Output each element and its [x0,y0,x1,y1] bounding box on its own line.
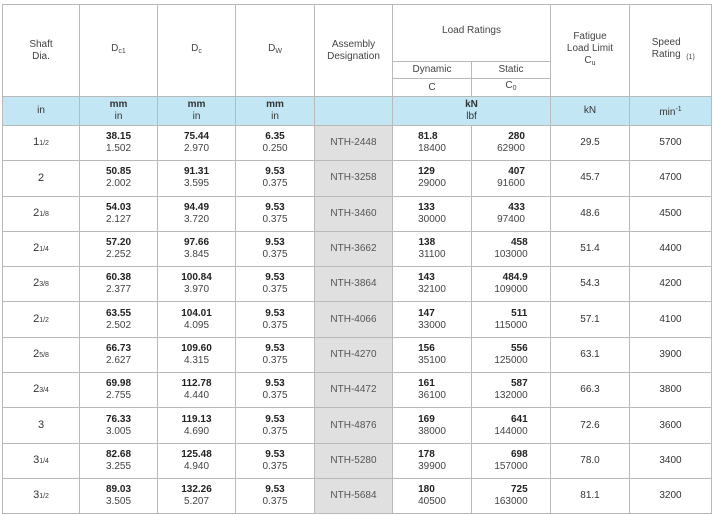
static-load-cell: 641 144000 [472,408,551,443]
assembly-cell: NTH-5684 [315,478,393,513]
table-row [3,373,712,408]
dc1-cell: 63.55 2.502 [80,302,158,337]
dw-cell: 9.53 0.375 [236,478,315,513]
static-load-cell: 725 163000 [472,478,551,513]
assembly-cell: NTH-4066 [315,302,393,337]
dc1-cell: 60.38 2.377 [80,267,158,302]
dynamic-load-cell: 138 31100 [393,231,472,266]
dynamic-load-cell: 81.8 18400 [393,126,472,161]
fatigue-cell: 72.6 [551,408,630,443]
dc-cell: 125.48 4.940 [158,443,236,478]
header-static-symbol: $C_0$ [472,79,551,97]
dynamic-load-cell: 147 33000 [393,302,472,337]
speed-cell: 4400 [630,231,712,266]
static-load-cell: 511 115000 [472,302,551,337]
shaft-dia-cell: 21/4 [3,231,80,266]
speed-cell: 3400 [630,443,712,478]
table-row [3,126,712,161]
header-dc1: $D_{c1}$ [80,5,158,97]
fatigue-cell: 51.4 [551,231,630,266]
speed-cell: 3200 [630,478,712,513]
speed-cell: 5700 [630,126,712,161]
table-row [3,302,712,337]
shaft-dia-cell: 3 [3,408,80,443]
static-load-cell: 587 132000 [472,373,551,408]
fatigue-cell: 57.1 [551,302,630,337]
static-load-cell: 458 103000 [472,231,551,266]
dc1-cell: 57.20 2.252 [80,231,158,266]
dc1-cell: 54.03 2.127 [80,196,158,231]
fatigue-cell: 29.5 [551,126,630,161]
fatigue-cell: 78.0 [551,443,630,478]
header-dc: $D_c$ [158,5,236,97]
dynamic-load-cell: 133 30000 [393,196,472,231]
static-load-cell: 484.9 109000 [472,267,551,302]
dc-cell: 97.66 3.845 [158,231,236,266]
static-load-cell: 280 62900 [472,126,551,161]
dw-cell: 9.53 0.375 [236,408,315,443]
table-row [3,408,712,443]
dc-cell: 75.44 2.970 [158,126,236,161]
header-dynamic-symbol: C [393,79,472,97]
unit-dc1: mm in [80,97,158,126]
dynamic-load-cell: 129 29000 [393,161,472,196]
unit-load: kN lbf [393,97,551,126]
dw-cell: 9.53 0.375 [236,302,315,337]
unit-fatigue: kN [551,97,630,126]
fatigue-cell: 63.1 [551,337,630,372]
static-load-cell: 433 97400 [472,196,551,231]
dc-cell: 119.13 4.690 [158,408,236,443]
dc-cell: 94.49 3.720 [158,196,236,231]
fatigue-cell: 45.7 [551,161,630,196]
dc-cell: 104.01 4.095 [158,302,236,337]
speed-cell: 3600 [630,408,712,443]
assembly-cell: NTH-4876 [315,408,393,443]
speed-cell: 4200 [630,267,712,302]
assembly-cell: NTH-3864 [315,267,393,302]
unit-speed: $\min^{-1}$ [630,97,712,126]
header-shaft-dia: Shaft Dia. [3,5,80,97]
dc1-cell: 38.15 1.502 [80,126,158,161]
header-dw: $D_W$ [236,5,315,97]
static-load-cell: 556 125000 [472,337,551,372]
dc-cell: 100.84 3.970 [158,267,236,302]
header-fatigue: Fatigue Load Limit $C_u$ [551,5,630,97]
unit-dw: mm in [236,97,315,126]
shaft-dia-cell: 25/8 [3,337,80,372]
dc1-cell: 89.03 3.505 [80,478,158,513]
dw-cell: 9.53 0.375 [236,443,315,478]
header-speed: Speed Rating $_{(1)}$ [630,5,712,97]
bearing-spec-table [2,4,712,514]
static-load-cell: 407 91600 [472,161,551,196]
assembly-cell: NTH-3662 [315,231,393,266]
shaft-dia-cell: 21/8 [3,196,80,231]
dw-cell: 9.53 0.375 [236,231,315,266]
static-load-cell: 698 157000 [472,443,551,478]
dw-cell: 9.53 0.375 [236,373,315,408]
dc1-cell: 82.68 3.255 [80,443,158,478]
dc-cell: 109.60 4.315 [158,337,236,372]
speed-cell: 4100 [630,302,712,337]
speed-cell: 3800 [630,373,712,408]
dynamic-load-cell: 161 36100 [393,373,472,408]
dw-cell: 9.53 0.375 [236,267,315,302]
dw-cell: 9.53 0.375 [236,337,315,372]
assembly-cell: NTH-4472 [315,373,393,408]
dc1-cell: 69.98 2.755 [80,373,158,408]
speed-cell: 4700 [630,161,712,196]
shaft-dia-cell: 21/2 [3,302,80,337]
shaft-dia-cell: 31/4 [3,443,80,478]
dw-cell: 9.53 0.375 [236,196,315,231]
unit-assembly-blank [315,97,393,126]
assembly-cell: NTH-5280 [315,443,393,478]
dc1-cell: 50.85 2.002 [80,161,158,196]
header-assembly: Assembly Designation [315,5,393,97]
dc-cell: 112.78 4.440 [158,373,236,408]
dc1-cell: 66.73 2.627 [80,337,158,372]
shaft-dia-cell: 23/4 [3,373,80,408]
header-dynamic: Dynamic [393,62,472,79]
speed-cell: 3900 [630,337,712,372]
dw-cell: 6.35 0.250 [236,126,315,161]
units-row [3,97,712,126]
assembly-cell: NTH-2448 [315,126,393,161]
header-load-ratings: Load Ratings [393,5,551,62]
dc-cell: 132.26 5.207 [158,478,236,513]
table-row [3,267,712,302]
unit-dc: mm in [158,97,236,126]
unit-shaft: in [3,97,80,126]
fatigue-cell: 66.3 [551,373,630,408]
assembly-cell: NTH-3258 [315,161,393,196]
dynamic-load-cell: 180 40500 [393,478,472,513]
assembly-cell: NTH-4270 [315,337,393,372]
table-row [3,337,712,372]
shaft-dia-cell: 31/2 [3,478,80,513]
table-row [3,443,712,478]
table-row [3,196,712,231]
fatigue-cell: 81.1 [551,478,630,513]
dc-cell: 91.31 3.595 [158,161,236,196]
dc1-cell: 76.33 3.005 [80,408,158,443]
dynamic-load-cell: 156 35100 [393,337,472,372]
table-row [3,231,712,266]
shaft-dia-cell: 2 [3,161,80,196]
shaft-dia-cell: 11/2 [3,126,80,161]
table-row [3,161,712,196]
fatigue-cell: 48.6 [551,196,630,231]
table-row [3,478,712,513]
dynamic-load-cell: 169 38000 [393,408,472,443]
fatigue-cell: 54.3 [551,267,630,302]
dynamic-load-cell: 143 32100 [393,267,472,302]
shaft-dia-cell: 23/8 [3,267,80,302]
assembly-cell: NTH-3460 [315,196,393,231]
dynamic-load-cell: 178 39900 [393,443,472,478]
header-static: Static [472,62,551,79]
speed-cell: 4500 [630,196,712,231]
dw-cell: 9.53 0.375 [236,161,315,196]
